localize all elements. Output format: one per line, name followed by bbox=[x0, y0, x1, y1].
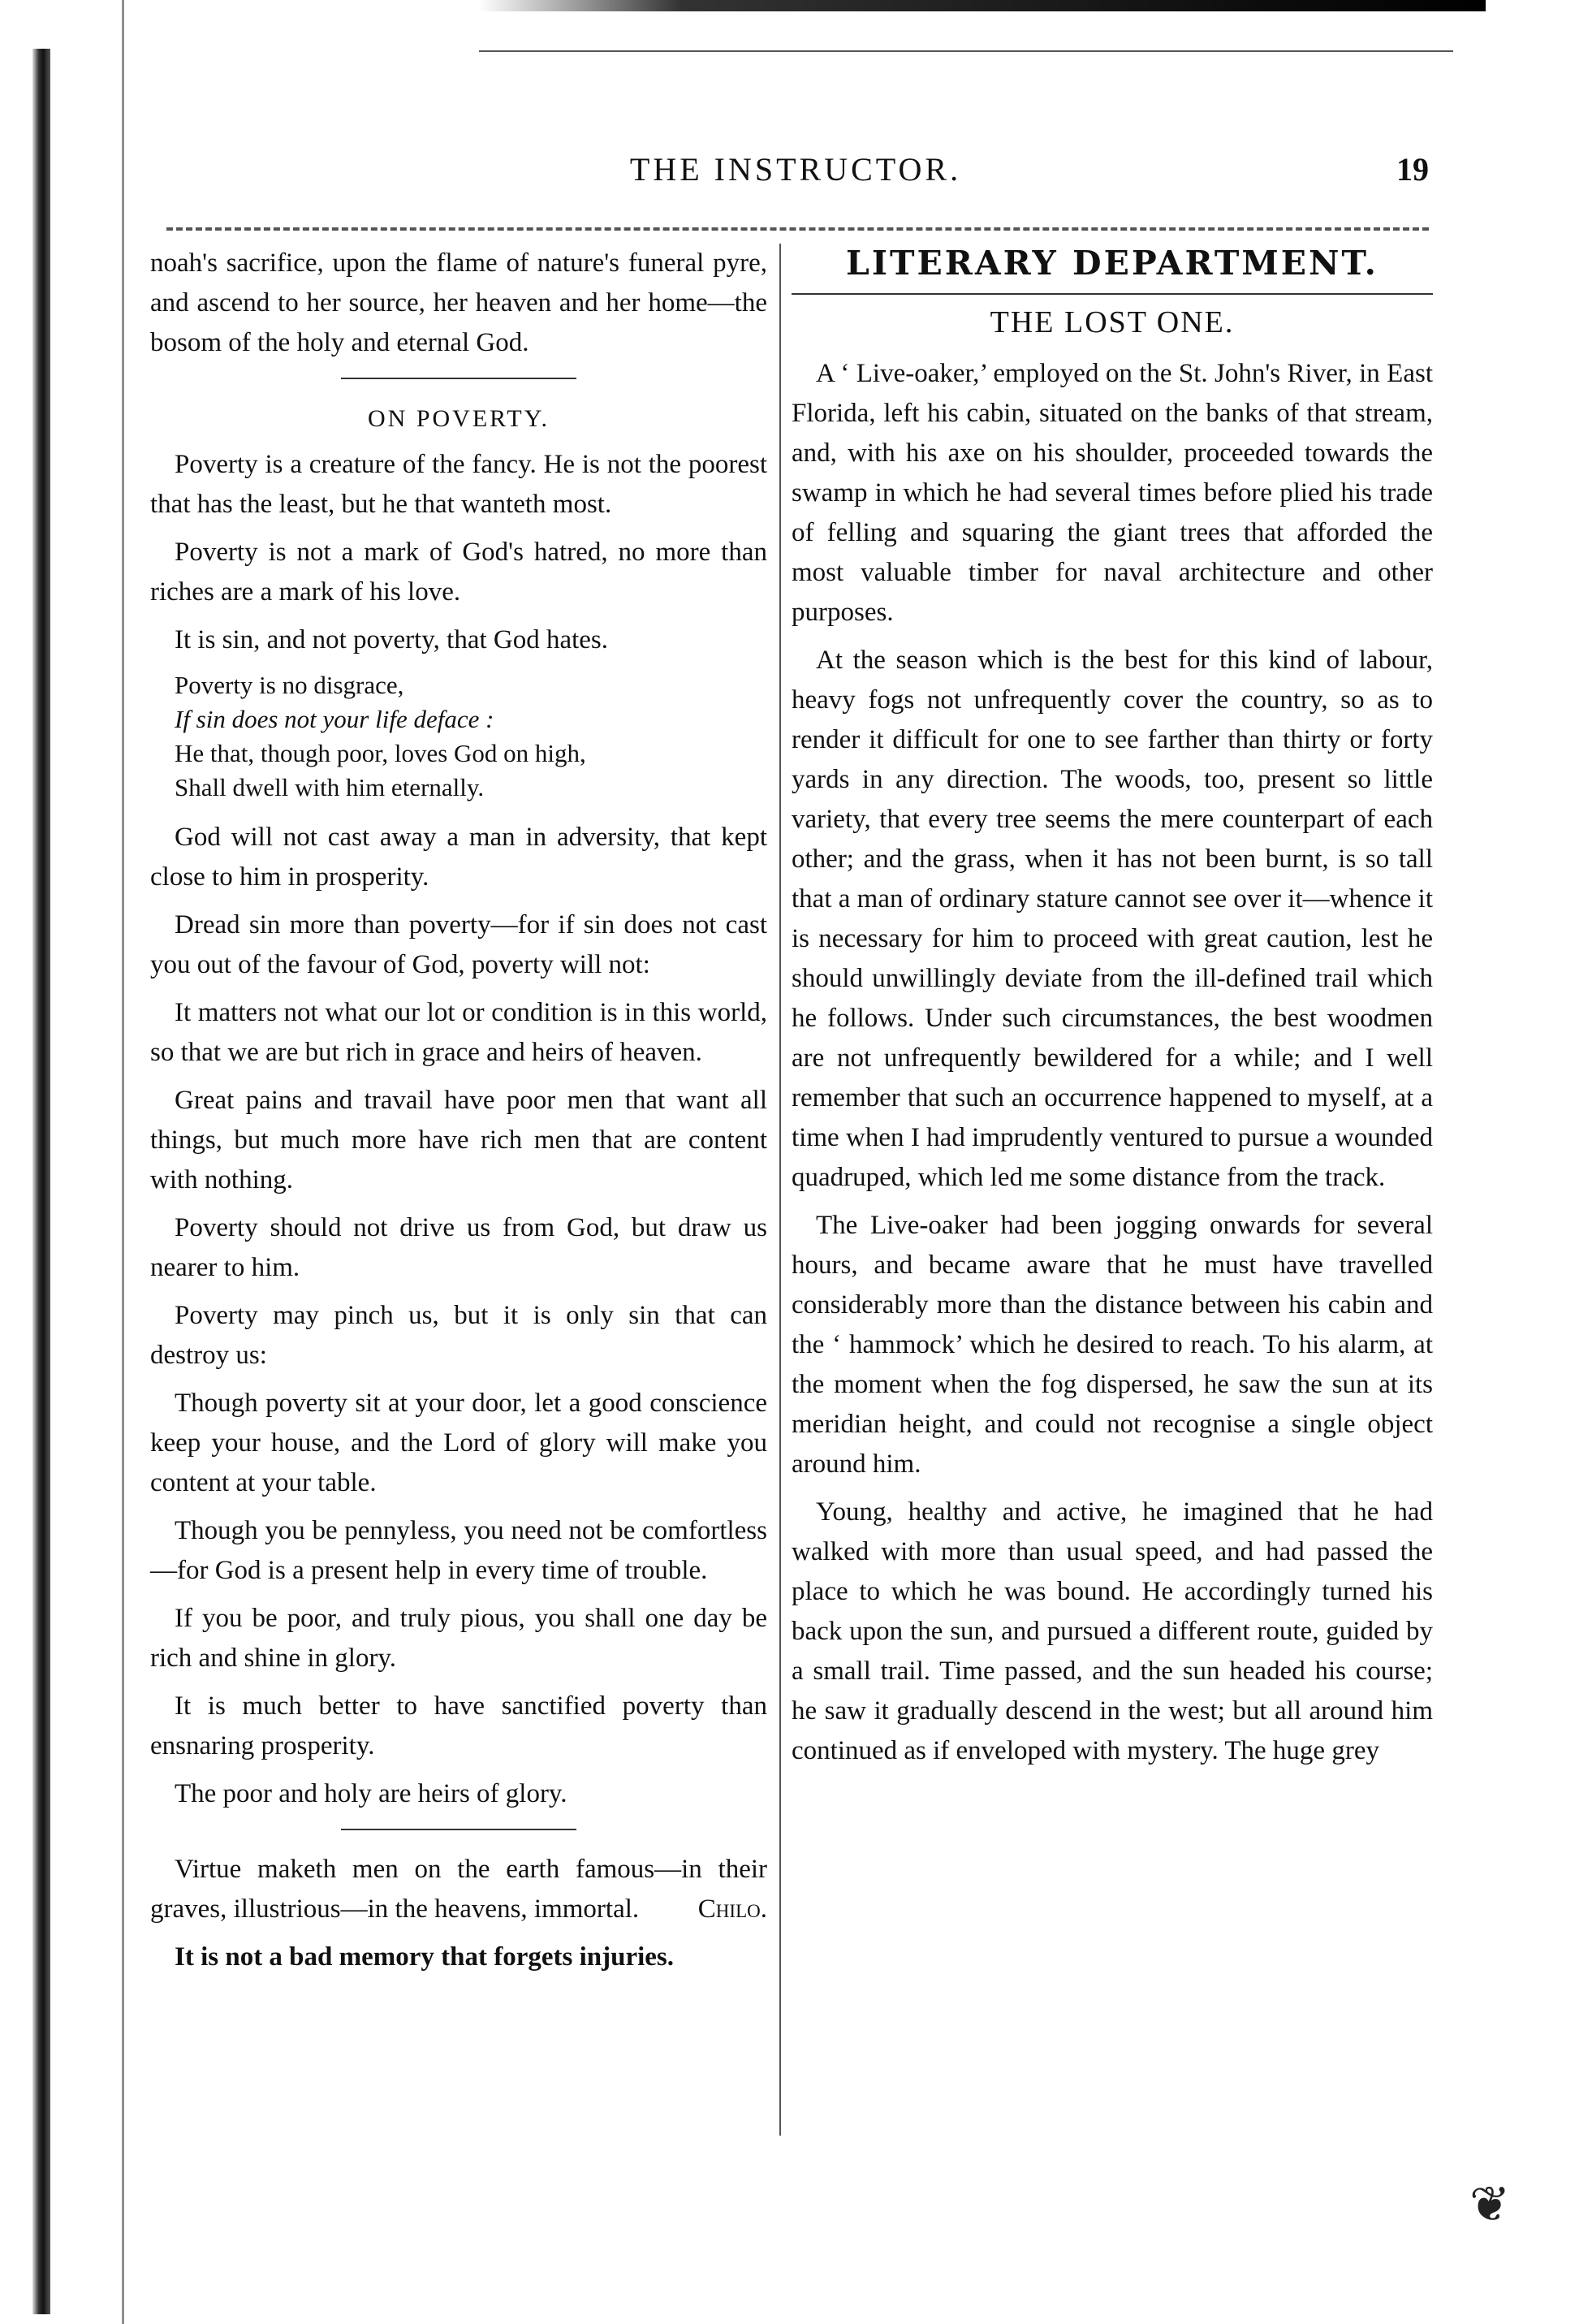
closing-line: It is not a bad memory that forgets injuries. bbox=[175, 1942, 675, 1972]
poem-line: Shall dwell with him eternally. bbox=[175, 773, 485, 801]
story-paragraph: The Live-oaker had been jogging onwards for several hours, and became aware that he must have travelled considerably more than the distance between his cabin and the ‘ hammock’ which he desired to reach. To his alarm, at the moment when the fog dispersed, he saw the sun at its meridian height, and could not recognise a single object around him. bbox=[792, 1211, 1433, 1479]
paragraph: Poverty is not a mark of God's hatred, no more than riches are a mark of his love. bbox=[150, 538, 767, 607]
story-paragraph: A ‘ Live-oaker,’ employed on the St. John's River, in East Florida, left his cabin, situated on the banks of that stream, and, with his axe on his shoulder, proceeded towards the swamp in which he had several times before plied his trade of felling and squaring the giant trees that afforded the most valuable timber for naval architecture and other purposes. bbox=[792, 359, 1433, 627]
department-rule bbox=[792, 293, 1433, 295]
poem-line: If sin does not your life deface : bbox=[175, 705, 494, 733]
poem-line: Poverty is no disgrace, bbox=[175, 671, 404, 699]
left-column bbox=[150, 244, 767, 1985]
section-title: ON POVERTY. bbox=[367, 405, 550, 432]
right-column bbox=[792, 244, 1433, 1779]
paragraph: Poverty should not drive us from God, but draw us nearer to him. bbox=[150, 1213, 767, 1282]
paragraph: Great pains and travail have poor men that want all things, but much more have rich men that are content with nothing. bbox=[150, 1086, 767, 1194]
scan-page-edge bbox=[122, 0, 124, 2324]
paragraph: It matters not what our lot or condition is in this world, so that we are but rich in grace and heirs of heaven. bbox=[150, 998, 767, 1067]
story-title: THE LOST ONE. bbox=[990, 305, 1235, 339]
paragraph: Though poverty sit at your door, let a good conscience keep your house, and the Lord of glory will make you content at your table. bbox=[150, 1389, 767, 1497]
story-paragraph: Young, healthy and active, he imagined that he had walked with more than usual speed, and had passed the place to which he was bound. He accordingly turned his back upon the sun, and pursued a different route, guided by a small trail. Time passed, and the sun headed his course; he saw it gradually descend in the west; but all around him continued as if enveloped with mystery. The huge grey bbox=[792, 1497, 1433, 1765]
scan-top-edge bbox=[479, 0, 1486, 11]
paragraph: It is much better to have sanctified poverty than ensnaring prosperity. bbox=[150, 1691, 767, 1760]
quote bbox=[150, 1850, 767, 1929]
quote-author: Chilo. bbox=[697, 1894, 767, 1924]
paragraph: Though you be pennyless, you need not be comfortless—for God is a present help in every time of trouble. bbox=[150, 1516, 767, 1585]
section-rule bbox=[341, 378, 576, 379]
scan-binding-edge bbox=[32, 49, 50, 2314]
scan-top-line bbox=[479, 50, 1453, 52]
paragraph: God will not cast away a man in adversity, that kept close to him in prosperity. bbox=[150, 823, 767, 892]
column-divider bbox=[779, 244, 781, 2136]
running-head bbox=[162, 150, 1429, 207]
ink-blot: ❦ bbox=[1469, 2178, 1511, 2231]
paragraph: Poverty is a creature of the fancy. He is not the poorest that has the least, but he that wanteth most. bbox=[150, 450, 767, 519]
department-title: LITERARY DEPARTMENT. bbox=[846, 244, 1378, 283]
intro-paragraph: noah's sacrifice, upon the flame of nature's funeral pyre, and ascend to her source, her heaven and her home—the bosom of the holy and eternal God. bbox=[150, 248, 767, 357]
paragraph: Poverty may pinch us, but it is only sin that can destroy us: bbox=[150, 1301, 767, 1370]
poem bbox=[175, 668, 767, 805]
quote-rule bbox=[341, 1829, 576, 1830]
page-number: 19 bbox=[1396, 151, 1429, 188]
paragraph: It is sin, and not poverty, that God hates. bbox=[175, 625, 609, 654]
poem-line: He that, though poor, loves God on high, bbox=[175, 739, 586, 767]
page-title: THE INSTRUCTOR. bbox=[629, 151, 962, 188]
paragraph: The poor and holy are heirs of glory. bbox=[175, 1779, 567, 1808]
story-paragraph: At the season which is the best for this kind of labour, heavy fogs not unfrequently cover the country, so as to render it difficult for one to see farther than thirty or forty yards in any direction. The woods, too, present so little variety, that every tree seems the mere counterpart of each other; and the grass, when it has not been burnt, is so tall that a man of ordinary stature cannot see over it—whence it is necessary for him to proceed with great caution, lest he should unwillingly deviate from the ill-defined trail which he follows. Under such circumstances, the best woodmen are not unfrequently bewildered for a while; and I well remember that such an occurrence happened to myself, at a time when I had imprudently ventured to pursue a wounded quadruped, which led me some distance from the track. bbox=[792, 646, 1433, 1192]
quote-text: Virtue maketh men on the earth famous—in their graves, illustrious—in the heavens, immortal. bbox=[150, 1855, 767, 1924]
paragraph: Dread sin more than poverty—for if sin does not cast you out of the favour of God, poverty will not: bbox=[150, 910, 767, 979]
header-rule bbox=[166, 227, 1429, 231]
paragraph: If you be poor, and truly pious, you shall one day be rich and shine in glory. bbox=[150, 1604, 767, 1673]
